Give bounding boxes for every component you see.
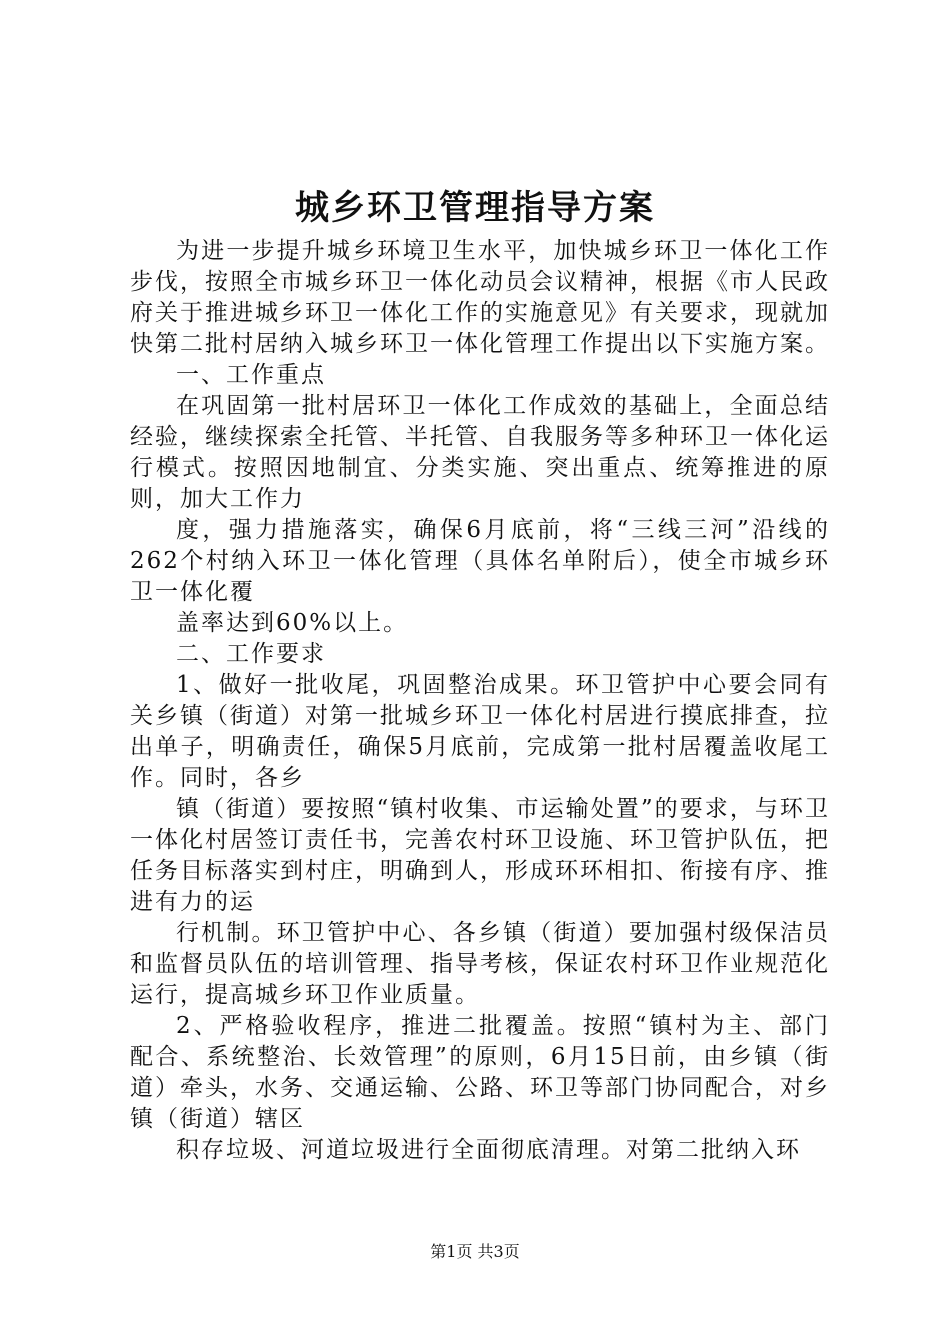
section-heading-1: 一、工作重点: [176, 362, 326, 388]
paragraph: 盖率达到60%以上。: [176, 610, 409, 636]
document-title: 城乡环卫管理指导方案: [295, 188, 655, 228]
paragraph: 2、严格验收程序，推进二批覆盖。按照“镇村为主、部门配合、系统整治、长效管理”的原则，6月15日前，由乡镇（街道）牵头，水务、交通运输、公路、环卫等部门协同配合，对乡镇（街道）辖区: [130, 1013, 830, 1132]
paragraph: 行机制。环卫管护中心、各乡镇（街道）要加强村级保洁员和监督员队伍的培训管理、指导考核，保证农村环卫作业规范化运行，提高城乡环卫作业质量。: [130, 920, 830, 1008]
paragraph: 镇（街道）要按照“镇村收集、市运输处置”的要求，与环卫一体化村居签订责任书，完善农村环卫设施、环卫管护队伍，把任务目标落实到村庄，明确到人，形成环环相扣、衔接有序、推进有力的运: [130, 796, 830, 915]
paragraph: 1、做好一批收尾，巩固整治成果。环卫管护中心要会同有关乡镇（街道）对第一批城乡环卫一体化村居进行摸底排查，拉出单子，明确责任，确保5月底前，完成第一批村居覆盖收尾工作。同时，各乡: [130, 672, 830, 791]
section-heading-2: 二、工作要求: [176, 641, 326, 667]
paragraph-intro: 为进一步提升城乡环境卫生水平，加快城乡环卫一体化工作步伐，按照全市城乡环卫一体化动员会议精神，根据《市人民政府关于推进城乡环卫一体化工作的实施意见》有关要求，现就加快第二批村居纳入城乡环卫一体化管理工作提出以下实施方案。: [130, 238, 830, 357]
paragraph: 度，强力措施落实，确保6月底前，将“三线三河”沿线的262个村纳入环卫一体化管理（具体名单附后），使全市城乡环卫一体化覆: [130, 517, 830, 605]
page-footer: 第1页 共3页: [430, 1242, 520, 1261]
paragraph: 在巩固第一批村居环卫一体化工作成效的基础上，全面总结经验，继续探索全托管、半托管、自我服务等多种环卫一体化运行模式。按照因地制宜、分类实施、突出重点、统筹推进的原则，加大工作力: [130, 393, 830, 512]
document-body: [130, 236, 830, 1166]
paragraph: 积存垃圾、河道垃圾进行全面彻底清理。对第二批纳入环: [176, 1137, 801, 1163]
